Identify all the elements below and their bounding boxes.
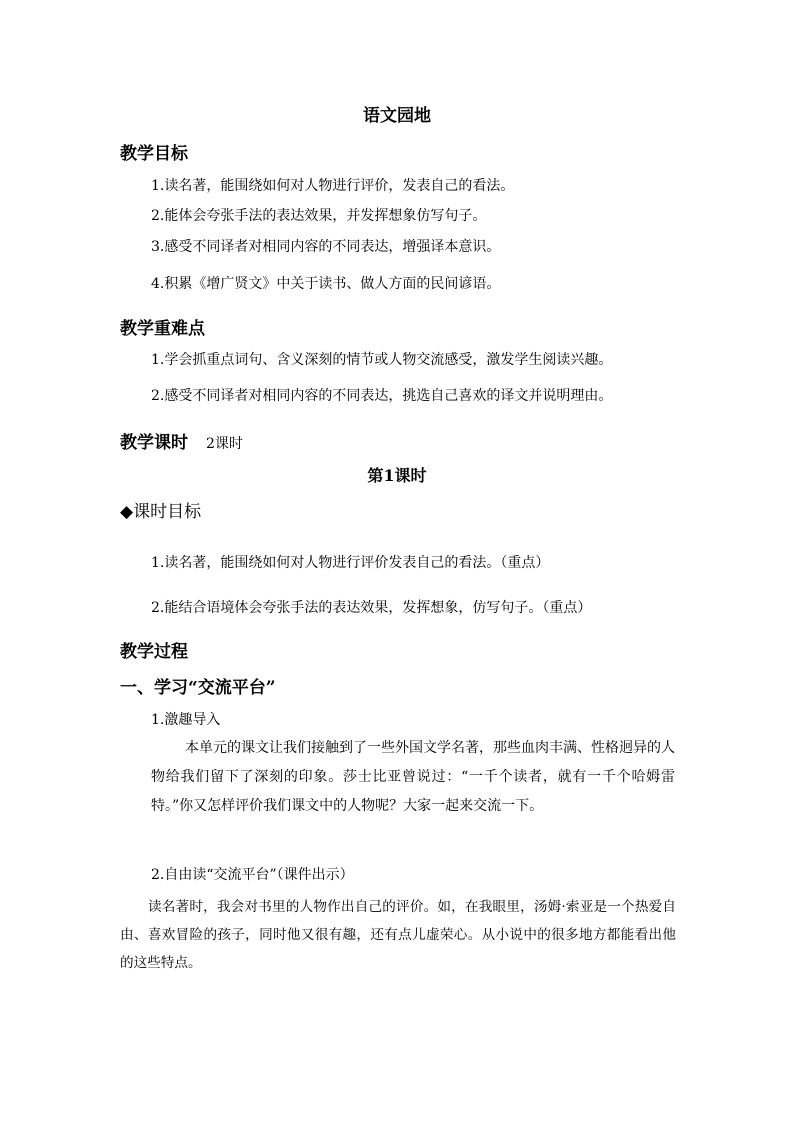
lesson-goals-heading: ◆课时目标 [120,502,202,522]
class-hours [120,428,243,453]
objectives-heading: 教学目标 [120,144,188,164]
class-hours-value: 2课时 [206,436,243,452]
objective-item: 1.读名著，能围绕如何对人物进行评价，发表自己的看法。 [151,178,515,194]
key-point-item: 1.学会抓重点词句、含义深刻的情节或人物交流感受，激发学生阅读兴趣。 [151,352,613,368]
lesson-goal-item: 1.读名著，能围绕如何对人物进行评价发表自己的看法。（重点） [151,555,550,571]
step-title: 1.激趣导入 [151,712,221,728]
objective-item: 3.感受不同译者对相同内容的不同表达，增强译本意识。 [151,239,501,255]
objective-item: 2.能体会夸张手法的表达效果，并发挥想象仿写句子。 [151,208,487,224]
section-heading: 一、学习“交流平台” [120,678,276,698]
class-hours-label: 教学课时 [120,433,188,453]
key-points-heading: 教学重难点 [120,319,205,339]
platform-quote: 读名著时，我会对书里的人物作出自己的评价。如，在我眼里，汤姆·索亚是一个热爱自由、喜欢冒险的孩子，同时他又很有趣，还有点儿虚荣心。从小说中的很多地方都能看出他的这些特点。 [120,899,676,971]
step-title: 2.自由读“交流平台”（课件出示） [151,867,354,883]
process-heading: 教学过程 [120,642,188,662]
lesson-title: 第1课时 [367,466,427,485]
page-title: 语文园地 [363,106,431,126]
intro-paragraph: 本单元的课文让我们接触到了一些外国文学名著，那些血肉丰满、性格迥异的人物给我们留下了深刻的印象。莎士比亚曾说过：“一千个读者，就有一千个哈姆雷特。”你又怎样评价我们课文中的人物呢？大家一起来交流一下。 [151,740,675,814]
lesson-goal-item: 2.能结合语境体会夸张手法的表达效果，发挥想象，仿写句子。（重点） [151,600,592,616]
objective-item: 4.积累《增广贤文》中关于读书、做人方面的民间谚语。 [151,276,501,292]
key-point-item: 2.感受不同译者对相同内容的不同表达，挑选自己喜欢的译文并说明理由。 [151,388,613,404]
